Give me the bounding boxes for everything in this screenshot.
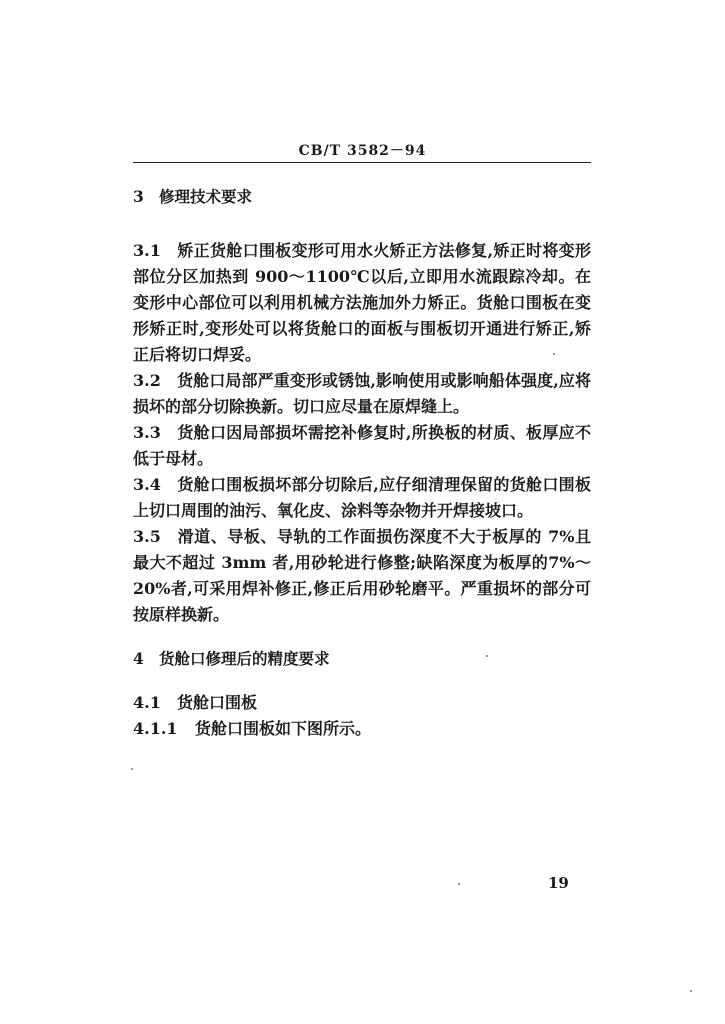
clause-3-3-number: 3.3: [133, 423, 161, 442]
clause-3-1: [133, 238, 591, 368]
scan-speck: [131, 768, 133, 770]
scan-speck: [458, 883, 460, 885]
clause-3-4-number: 3.4: [133, 475, 161, 494]
scan-speck: [486, 655, 488, 657]
clause-4-1-1-text: 货舱口围板如下图所示。: [195, 719, 372, 738]
clause-4-1-number: 4.1: [133, 693, 161, 712]
scan-speck: [553, 353, 555, 355]
clause-4-1-1: [133, 716, 591, 742]
clause-4-1-title: 货舱口围板: [177, 693, 258, 712]
clause-3-3-text: 货舱口因局部损坏需挖补修复时,所换板的材质、板厚应不低于母材。: [133, 423, 591, 468]
clause-3-5-text: 滑道、导板、导轨的工作面损伤深度不大于板厚的 7%且最大不超过 3mm 者,用砂轮进行修整;缺陷深度为板厚的7%～20%者,可采用焊补修正,修正后用砂轮磨平。严重损坏的部分可按原样换新。: [133, 527, 591, 624]
clause-3-1-text: 矫正货舱口围板变形可用水火矫正方法修复,矫正时将变形部位分区加热到 900～1100℃以后,立即用水流跟踪冷却。在变形中心部位可以利用机械方法施加外力矫正。货舱口围板在变形矫正时,变形处可以将货舱口的面板与围板切开通进行矫正,矫正后将切口焊妥。: [133, 241, 591, 364]
clause-3-3: [133, 420, 591, 472]
clause-3-1-number: 3.1: [133, 241, 161, 260]
standard-code-header: CB/T 3582－94: [298, 143, 427, 159]
clause-3-4: [133, 472, 591, 524]
document-body: [133, 180, 591, 742]
clause-3-5-number: 3.5: [133, 527, 161, 546]
section-4-heading: [133, 642, 591, 676]
clause-3-2-number: 3.2: [133, 371, 161, 390]
clause-4-1: [133, 690, 591, 716]
clause-3-2-text: 货舱口局部严重变形或锈蚀,影响使用或影响船体强度,应将损坏的部分切除换新。切口应尽量在原焊缝上。: [133, 371, 591, 416]
section-4-number: 4: [133, 649, 144, 668]
clause-3-4-text: 货舱口围板损坏部分切除后,应仔细清理保留的货舱口围板上切口周围的油污、氧化皮、涂料等杂物并开焊接坡口。: [133, 475, 591, 520]
clause-3-5: [133, 524, 591, 628]
section-3-number: 3: [133, 187, 144, 206]
section-4-title: 货舱口修理后的精度要求: [159, 649, 330, 668]
clause-3-2: [133, 368, 591, 420]
header-rule: [133, 162, 591, 163]
clause-4-1-1-number: 4.1.1: [133, 719, 178, 738]
scan-speck: [690, 990, 692, 992]
page-number: 19: [548, 874, 569, 892]
section-3-heading: [133, 180, 591, 214]
section-3-title: 修理技术要求: [159, 187, 253, 206]
